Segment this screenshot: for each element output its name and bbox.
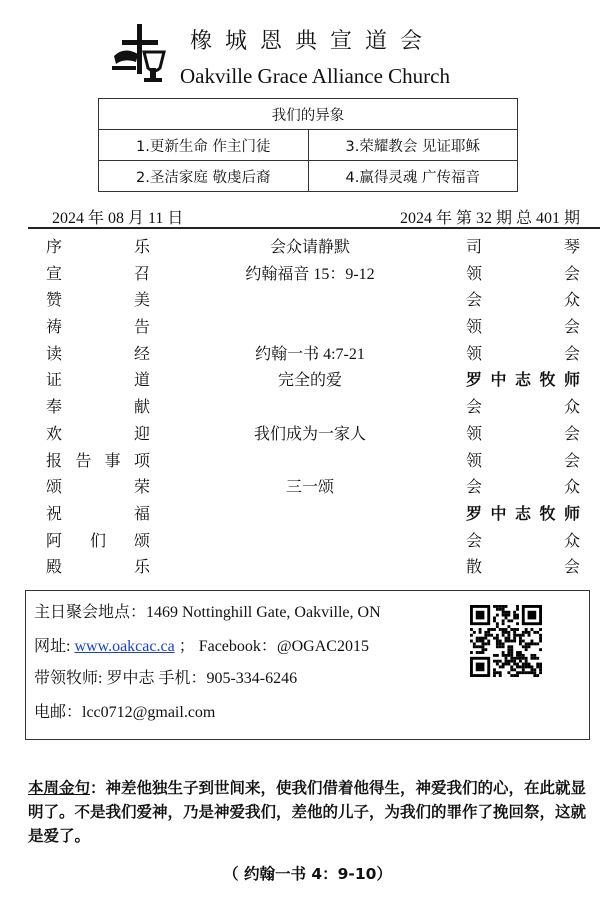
cross-dove-cup-icon	[108, 22, 170, 88]
vision-table	[98, 98, 518, 192]
program-description: 约翰一书 4:7-21	[255, 345, 365, 363]
website-label: 网址:	[34, 638, 75, 655]
program-leader: 领会	[466, 317, 580, 337]
email-contact: 电邮：lcc0712@gmail.com	[34, 704, 216, 721]
program-leader: 会众	[466, 477, 580, 497]
program-row	[0, 552, 615, 579]
vision-item: 2.圣洁家庭 敬虔后裔	[99, 161, 309, 192]
program-item: 序乐	[46, 237, 150, 256]
church-name-en: Oakville Grace Alliance Church	[180, 64, 450, 88]
program-description: 三一颂	[285, 479, 334, 497]
program-description: 会众请静默	[269, 239, 350, 256]
program-item: 读经	[46, 343, 150, 363]
program-description: 我们成为一家人	[253, 425, 366, 443]
weekly-verse	[28, 776, 593, 848]
program-row	[0, 419, 615, 446]
issue-number: 2024 年 第 32 期 总 401 期	[399, 210, 580, 227]
program-leader: 罗中志牧师	[466, 370, 580, 390]
program-row	[0, 472, 615, 499]
program-description: 约翰福音 15：9-12	[245, 265, 375, 283]
vision-item: 1.更新生命 作主门徒	[99, 130, 309, 161]
program-leader: 领会	[466, 343, 580, 363]
program-row	[0, 365, 615, 392]
weekly-verse-reference: （ 约翰一书 4：9-10）	[223, 865, 392, 883]
program-row	[0, 232, 615, 259]
program-row	[0, 339, 615, 366]
service-program	[0, 232, 615, 579]
pastor-contact: 带领牧师: 罗中志 手机：905-334-6246	[34, 670, 298, 687]
program-item: 证道	[46, 370, 150, 390]
dateline	[28, 205, 600, 229]
program-leader: 领会	[466, 450, 580, 470]
vision-heading: 我们的异象	[99, 99, 518, 130]
program-row	[0, 285, 615, 312]
program-row	[0, 392, 615, 419]
facebook-handle: ； Facebook：@OGAC2015	[178, 638, 369, 655]
weekly-verse-label: 本周金句	[28, 779, 91, 797]
program-item: 殿乐	[46, 557, 150, 577]
service-date: 2024 年 08 月 11 日	[52, 210, 184, 227]
vision-item: 4.赢得灵魂 广传福音	[308, 161, 518, 192]
program-leader: 散会	[466, 557, 580, 577]
program-leader: 领会	[466, 423, 580, 443]
qr-code-icon	[470, 605, 542, 677]
program-item: 颂荣	[46, 477, 150, 497]
program-item: 欢迎	[46, 423, 150, 443]
program-item: 奉献	[46, 397, 150, 417]
contact-info-box	[25, 590, 590, 740]
program-leader: 会众	[466, 397, 580, 417]
website-link[interactable]: www.oakcac.ca	[74, 638, 175, 655]
program-row	[0, 499, 615, 526]
program-item: 阿们颂	[46, 530, 150, 550]
program-item: 报告事项	[46, 450, 150, 470]
program-leader: 会众	[466, 290, 580, 310]
program-leader: 司琴	[466, 237, 580, 256]
program-row	[0, 312, 615, 339]
meeting-address: 主日聚会地点：1469 Nottinghill Gate, Oakville, ON	[34, 604, 381, 621]
program-row	[0, 446, 615, 473]
program-leader: 罗中志牧师	[466, 503, 580, 523]
program-item: 祝福	[46, 503, 150, 523]
program-description: 完全的爱	[277, 372, 342, 390]
church-name-cn: 橡城恩典宣道会	[190, 29, 436, 54]
weekly-verse-text: ：神差他独生子到世间来，使我们借着他得生，神爱我们的心，在此就显明了。不是我们爱神，乃是神爱我们，差他的儿子，为我们的罪作了挽回祭，这就是爱了。	[28, 779, 587, 845]
website-line	[34, 633, 369, 656]
program-leader: 会众	[466, 530, 580, 550]
program-item: 宣召	[46, 263, 150, 283]
vision-item: 3.荣耀教会 见证耶稣	[308, 130, 518, 161]
program-leader: 领会	[466, 263, 580, 283]
program-item: 赞美	[46, 290, 150, 310]
program-item: 祷告	[46, 317, 150, 337]
program-row	[0, 259, 615, 286]
program-row	[0, 526, 615, 553]
